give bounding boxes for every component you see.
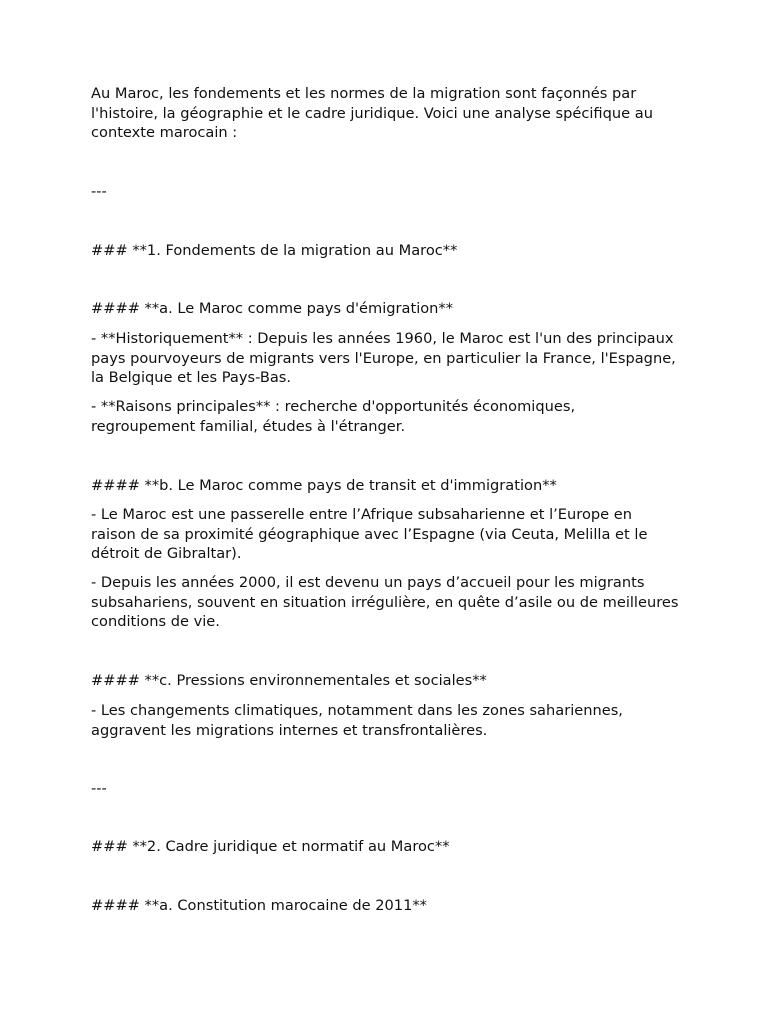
subsection-1b-bullet-reception: - Depuis les années 2000, il est devenu un pays d’accueil pour les migrants subsahariens, souvent en situation irrégulière, en quête d’asile ou de meilleures conditions de vie. (91, 574, 679, 631)
horizontal-rule-text: --- (91, 183, 107, 200)
intro-paragraph: Au Maroc, les fondements et les normes de la migration sont façonnés par l'histoire, la géographie et le cadre juridique. Voici une analyse spécifique au contexte marocain : (91, 85, 653, 142)
subsection-1a-bullet-history: - **Historiquement** : Depuis les années 1960, le Maroc est l'un des principaux pays pourvoyeurs de migrants vers l'Europe, en particulier la France, l'Espagne, la Belgique et les Pays-Bas. (91, 330, 676, 387)
section-1-heading: ### **1. Fondements de la migration au Maroc** (91, 242, 458, 259)
subsection-1c-heading: #### **c. Pressions environnementales et sociales** (91, 672, 487, 689)
subsection-1b-bullet-transit: - Le Maroc est une passerelle entre l’Afrique subsaharienne et l’Europe en raison de sa proximité géographique avec l’Espagne (via Ceuta, Melilla et le détroit de Gibraltar). (91, 506, 648, 563)
horizontal-rule-text: --- (91, 780, 107, 797)
subsection-1b-heading: #### **b. Le Maroc comme pays de transit et d'immigration** (91, 477, 557, 494)
section-2-heading: ### **2. Cadre juridique et normatif au Maroc** (91, 838, 450, 855)
subsection-1a-bullet-reasons: - **Raisons principales** : recherche d'opportunités économiques, regroupement familial, études à l'étranger. (91, 398, 576, 435)
subsection-1a-heading: #### **a. Le Maroc comme pays d'émigration** (91, 300, 454, 317)
subsection-1c-bullet-climate: - Les changements climatiques, notamment dans les zones sahariennes, aggravent les migrations internes et transfrontalières. (91, 702, 623, 739)
subsection-2a-heading: #### **a. Constitution marocaine de 2011** (91, 897, 427, 914)
